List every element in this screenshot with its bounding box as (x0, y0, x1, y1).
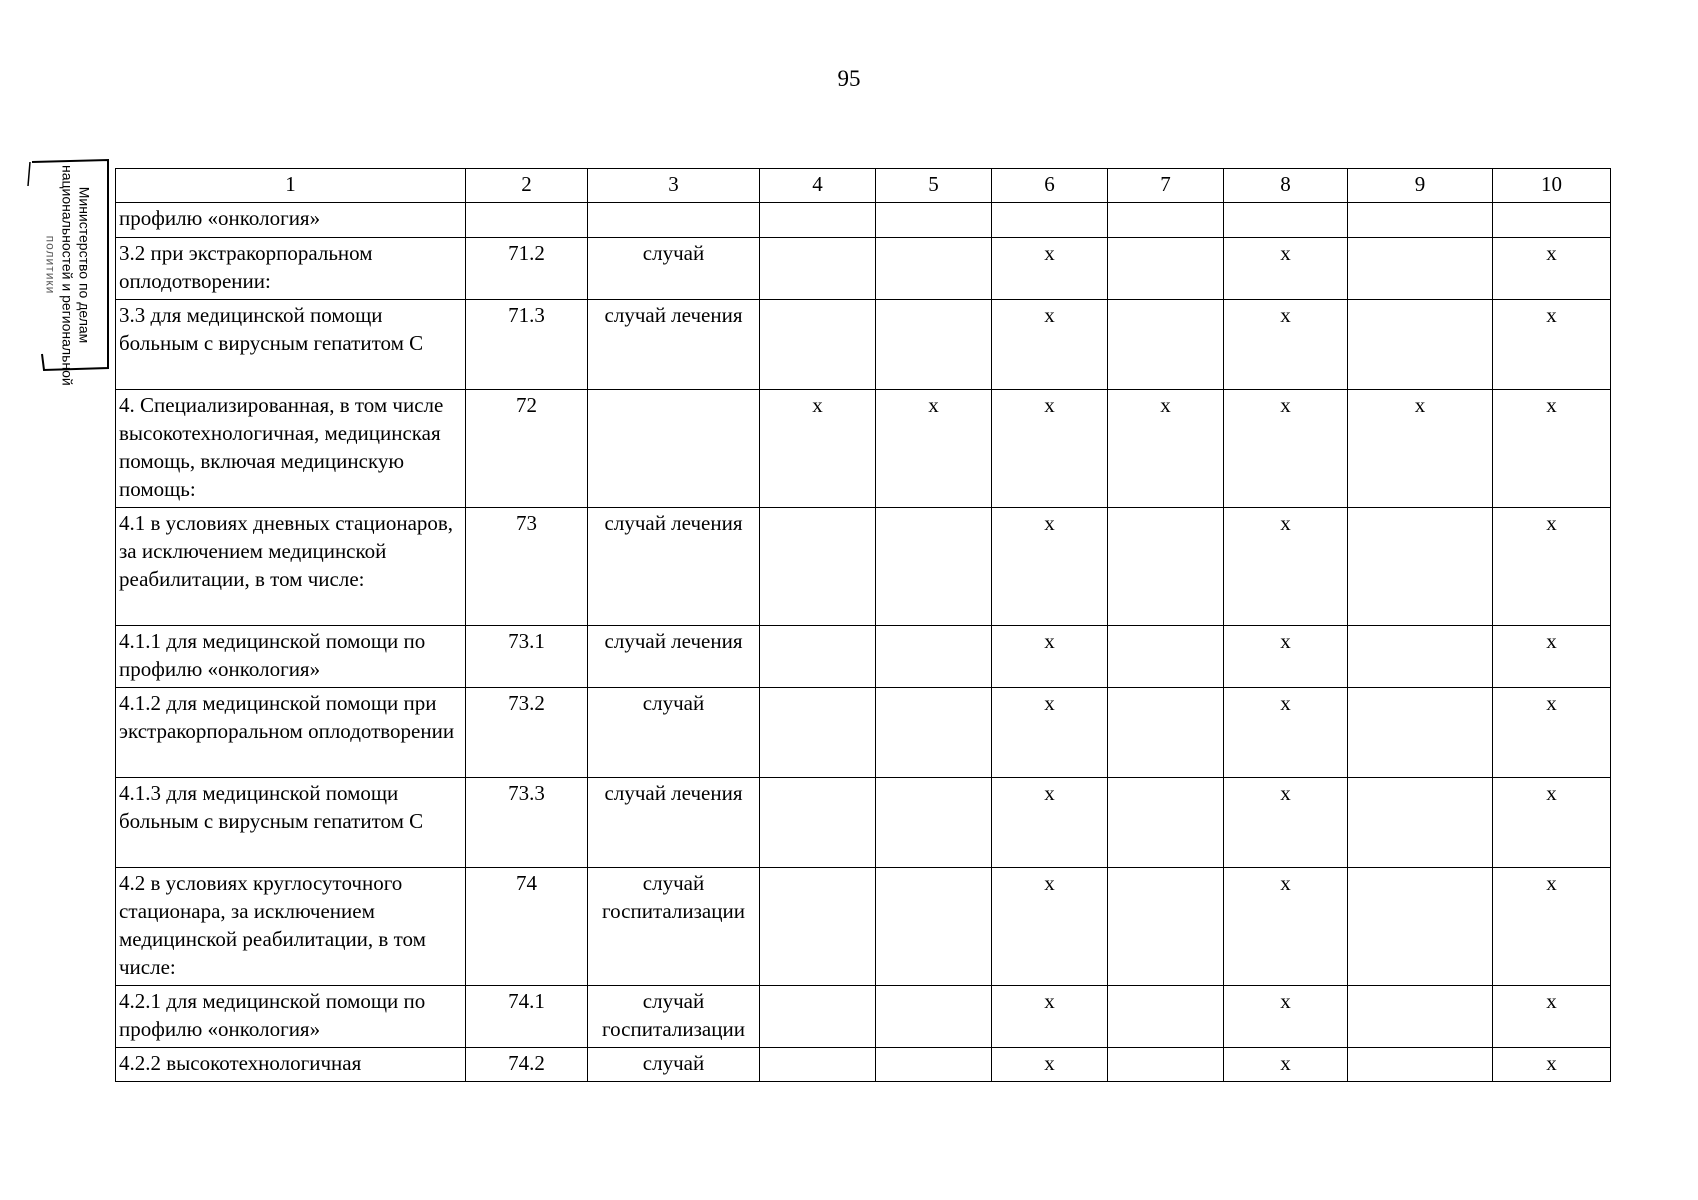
table-cell-col8: х (1224, 300, 1348, 390)
table-cell-col6: х (992, 508, 1108, 626)
table-cell-col5 (876, 1048, 992, 1082)
table-cell-col6: х (992, 626, 1108, 688)
table-cell-col7: х (1108, 390, 1224, 508)
stamp-line-2: национальностей и региональной (59, 165, 76, 386)
table-cell-col4 (760, 778, 876, 868)
stamp-line-3: политики (43, 235, 58, 295)
column-header-6: 6 (992, 169, 1108, 203)
table-cell-col10: х (1493, 238, 1611, 300)
table-cell-col4 (760, 300, 876, 390)
table-cell-col7 (1108, 203, 1224, 238)
row-name-cell: 3.2 при экстракорпоральном оплодотворении: (116, 238, 466, 300)
table-body (116, 169, 1611, 1082)
column-header-2: 2 (466, 169, 588, 203)
row-name-cell: 4.2.2 высокотехнологичная (116, 1048, 466, 1082)
table-cell-col10: х (1493, 390, 1611, 508)
table-cell-col8: х (1224, 986, 1348, 1048)
table-cell-col10 (1493, 203, 1611, 238)
row-unit-cell (588, 203, 760, 238)
column-header-3: 3 (588, 169, 760, 203)
table-cell-col9 (1348, 688, 1493, 778)
table-row (116, 778, 1611, 868)
table-cell-col10: х (1493, 868, 1611, 986)
row-unit-cell: случай лечения (588, 778, 760, 868)
table-row (116, 508, 1611, 626)
table-cell-col10: х (1493, 300, 1611, 390)
table-cell-col9: х (1348, 390, 1493, 508)
row-name-cell: 4.1 в условиях дневных стационаров, за исключением медицинской реабилитации, в том числе: (116, 508, 466, 626)
table-cell-col6 (992, 203, 1108, 238)
table-row (116, 300, 1611, 390)
row-unit-cell: случай лечения (588, 508, 760, 626)
row-name-cell: 4. Специализированная, в том числе высокотехнологичная, медицинская помощь, включая медицинскую помощь: (116, 390, 466, 508)
row-code-cell: 74.1 (466, 986, 588, 1048)
table-cell-col5 (876, 508, 992, 626)
row-unit-cell: случай (588, 688, 760, 778)
row-code-cell: 73.2 (466, 688, 588, 778)
ministry-stamp (24, 158, 110, 386)
row-unit-cell: случай госпитализации (588, 986, 760, 1048)
row-code-cell: 74.2 (466, 1048, 588, 1082)
table-cell-col8: х (1224, 1048, 1348, 1082)
table-cell-col7 (1108, 238, 1224, 300)
table-row (116, 986, 1611, 1048)
table-row (116, 1048, 1611, 1082)
table-cell-col5 (876, 868, 992, 986)
table-cell-col5 (876, 778, 992, 868)
row-code-cell: 73 (466, 508, 588, 626)
table-cell-col10: х (1493, 626, 1611, 688)
row-unit-cell: случай лечения (588, 300, 760, 390)
stamp-line-1: Министерство по делам (76, 186, 93, 344)
table-cell-col7 (1108, 1048, 1224, 1082)
table-cell-col5 (876, 986, 992, 1048)
table-cell-col7 (1108, 300, 1224, 390)
table-cell-col4 (760, 508, 876, 626)
table-cell-col4 (760, 203, 876, 238)
row-name-cell: 4.1.2 для медицинской помощи при экстракорпоральном оплодотворении (116, 688, 466, 778)
table-cell-col9 (1348, 778, 1493, 868)
table-cell-col8: х (1224, 868, 1348, 986)
table-cell-col8: х (1224, 778, 1348, 868)
table-row (116, 390, 1611, 508)
table-cell-col6: х (992, 300, 1108, 390)
table-cell-col5 (876, 300, 992, 390)
column-header-10: 10 (1493, 169, 1611, 203)
table-cell-col4: х (760, 390, 876, 508)
row-code-cell: 73.3 (466, 778, 588, 868)
row-code-cell (466, 203, 588, 238)
column-header-5: 5 (876, 169, 992, 203)
column-header-9: 9 (1348, 169, 1493, 203)
table-row (116, 626, 1611, 688)
header-row (116, 169, 1611, 203)
table-cell-col6: х (992, 238, 1108, 300)
table-cell-col7 (1108, 688, 1224, 778)
table-cell-col9 (1348, 1048, 1493, 1082)
table-cell-col7 (1108, 778, 1224, 868)
row-unit-cell: случай лечения (588, 626, 760, 688)
table-cell-col6: х (992, 1048, 1108, 1082)
table-row (116, 688, 1611, 778)
table-cell-col10: х (1493, 688, 1611, 778)
table-cell-col8 (1224, 203, 1348, 238)
row-code-cell: 74 (466, 868, 588, 986)
row-unit-cell: случай (588, 1048, 760, 1082)
table-cell-col10: х (1493, 986, 1611, 1048)
table-cell-col9 (1348, 508, 1493, 626)
table-cell-col9 (1348, 868, 1493, 986)
table-cell-col4 (760, 986, 876, 1048)
page-number: 95 (837, 66, 861, 91)
row-code-cell: 71.2 (466, 238, 588, 300)
column-header-8: 8 (1224, 169, 1348, 203)
table-cell-col8: х (1224, 508, 1348, 626)
row-unit-cell: случай госпитализации (588, 868, 760, 986)
table-cell-col6: х (992, 778, 1108, 868)
row-name-cell: 4.1.1 для медицинской помощи по профилю «онкология» (116, 626, 466, 688)
table-cell-col4 (760, 688, 876, 778)
table-cell-col4 (760, 238, 876, 300)
row-unit-cell (588, 390, 760, 508)
table-cell-col8: х (1224, 688, 1348, 778)
table-cell-col5 (876, 688, 992, 778)
stamp-text (42, 165, 93, 386)
table-cell-col6: х (992, 986, 1108, 1048)
table-cell-col7 (1108, 986, 1224, 1048)
row-name-cell: профилю «онкология» (116, 203, 466, 238)
table-cell-col8: х (1224, 390, 1348, 508)
table-cell-col5: х (876, 390, 992, 508)
row-code-cell: 73.1 (466, 626, 588, 688)
column-header-7: 7 (1108, 169, 1224, 203)
table-cell-col8: х (1224, 238, 1348, 300)
row-name-cell: 3.3 для медицинской помощи больным с вирусным гепатитом С (116, 300, 466, 390)
table-cell-col9 (1348, 238, 1493, 300)
row-code-cell: 71.3 (466, 300, 588, 390)
table-cell-col6: х (992, 390, 1108, 508)
table-cell-col9 (1348, 300, 1493, 390)
table-cell-col10: х (1493, 1048, 1611, 1082)
column-header-4: 4 (760, 169, 876, 203)
row-unit-cell: случай (588, 238, 760, 300)
table-row (116, 868, 1611, 986)
table-cell-col9 (1348, 986, 1493, 1048)
table-cell-col5 (876, 238, 992, 300)
row-name-cell: 4.1.3 для медицинской помощи больным с вирусным гепатитом С (116, 778, 466, 868)
table-cell-col9 (1348, 203, 1493, 238)
table-cell-col4 (760, 1048, 876, 1082)
table-cell-col10: х (1493, 508, 1611, 626)
table-cell-col4 (760, 626, 876, 688)
table-cell-col9 (1348, 626, 1493, 688)
table-cell-col7 (1108, 508, 1224, 626)
table-row (116, 238, 1611, 300)
data-table (115, 168, 1611, 1082)
row-code-cell: 72 (466, 390, 588, 508)
table-cell-col6: х (992, 868, 1108, 986)
table-cell-col4 (760, 868, 876, 986)
table-cell-col8: х (1224, 626, 1348, 688)
row-name-cell: 4.2 в условиях круглосуточного стационара, за исключением медицинской реабилитации, в том числе: (116, 868, 466, 986)
table-row (116, 203, 1611, 238)
table-cell-col7 (1108, 626, 1224, 688)
table-cell-col5 (876, 203, 992, 238)
row-name-cell: 4.2.1 для медицинской помощи по профилю «онкология» (116, 986, 466, 1048)
table-cell-col6: х (992, 688, 1108, 778)
column-header-1: 1 (116, 169, 466, 203)
table-cell-col5 (876, 626, 992, 688)
table-cell-col7 (1108, 868, 1224, 986)
table-cell-col10: х (1493, 778, 1611, 868)
